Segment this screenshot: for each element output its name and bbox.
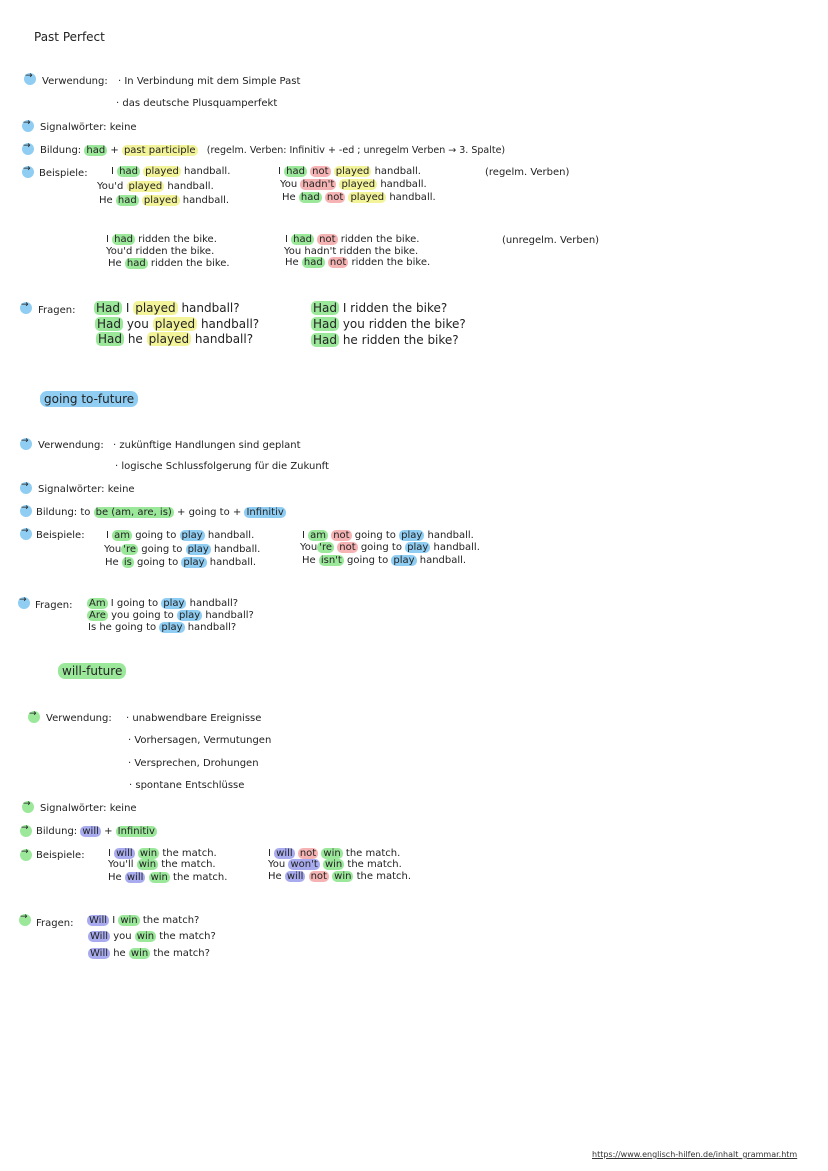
pp-q-5: Had you ridden the bike? xyxy=(313,317,466,331)
arrow-icon xyxy=(28,711,40,723)
arrow-icon xyxy=(22,166,34,178)
pp-irr-1: I had ridden the bike. xyxy=(106,234,217,245)
pp-q-2: Had you played handball? xyxy=(97,317,260,331)
arrow-icon xyxy=(20,825,32,837)
wf-beispiele-label: Beispiele: xyxy=(36,850,85,861)
pp-irreg-note: (unregelm. Verben) xyxy=(502,235,600,246)
arrow-icon xyxy=(20,482,32,494)
pp-ex-2: You'd played handball. xyxy=(97,181,214,192)
wf-q-3: Will he win the match? xyxy=(90,948,210,959)
wf-bildung: Bildung: will + Infinitiv xyxy=(36,826,155,837)
pp-verwendung-label: Verwendung: xyxy=(42,76,108,87)
pp-ex-3: He had played handball. xyxy=(99,195,230,206)
pp-neg-2: You hadn't played handball. xyxy=(280,179,427,190)
gt-verwendung-label: Verwendung: xyxy=(38,440,104,451)
gt-neg-2: You 're not going to play handball. xyxy=(300,542,480,553)
pp-irr-neg-3: He had not ridden the bike. xyxy=(285,257,431,268)
wf-ex-2: You'll win the match. xyxy=(108,859,216,870)
gt-ex-2: You 're going to play handball. xyxy=(104,544,261,555)
pp-ex-1: I had played handball. xyxy=(111,166,231,177)
pp-neg-3: He had not played handball. xyxy=(282,192,436,203)
arrow-icon xyxy=(20,849,32,861)
pp-irr-3: He had ridden the bike. xyxy=(108,258,230,269)
wf-verwendung-2: · Vorhersagen, Vermutungen xyxy=(128,735,272,746)
will-future-title: will-future xyxy=(58,663,126,679)
pp-signal: Signalwörter: keine xyxy=(40,122,137,133)
pp-neg-1: I had not played handball. xyxy=(278,166,421,177)
pp-irr-neg-1: I had not ridden the bike. xyxy=(285,234,420,245)
gt-ex-3: He is going to play handball. xyxy=(105,557,257,568)
pp-q-1: Had I played handball? xyxy=(96,301,240,315)
going-to-title: going to-future xyxy=(40,391,138,407)
gt-verwendung-1: · zukünftige Handlungen sind geplant xyxy=(113,440,301,451)
arrow-icon xyxy=(22,120,34,132)
gt-neg-1: I am not going to play handball. xyxy=(302,530,474,541)
wf-verwendung-label: Verwendung: xyxy=(46,713,112,724)
pp-reg-note: (regelm. Verben) xyxy=(485,167,570,178)
gt-bildung: Bildung: to be (am, are, is) + going to + Infinitiv xyxy=(36,507,284,518)
pp-irr-2: You'd ridden the bike. xyxy=(106,246,215,257)
wf-verwendung-3: · Versprechen, Drohungen xyxy=(128,758,259,769)
arrow-icon xyxy=(20,302,32,314)
gt-fragen-label: Fragen: xyxy=(35,600,73,611)
gt-q-2: Are you going to play handball? xyxy=(89,610,254,621)
arrow-icon xyxy=(20,438,32,450)
wf-verwendung-4: · spontane Entschlüsse xyxy=(129,780,245,791)
pp-fragen-label: Fragen: xyxy=(38,305,76,316)
pp-q-3: Had he played handball? xyxy=(98,332,254,346)
gt-q-3: Is he going to play handball? xyxy=(88,622,237,633)
wf-q-2: Will you win the match? xyxy=(90,931,216,942)
wf-fragen-label: Fragen: xyxy=(36,918,74,929)
arrow-icon xyxy=(18,597,30,609)
arrow-icon xyxy=(22,143,34,155)
gt-signal: Signalwörter: keine xyxy=(38,484,135,495)
gt-verwendung-2: · logische Schlussfolgerung für die Zukunft xyxy=(115,461,329,472)
source-link[interactable]: https://www.englisch-hilfen.de/inhalt_grammar.htm xyxy=(592,1150,798,1159)
gt-beispiele-label: Beispiele: xyxy=(36,530,85,541)
wf-verwendung-1: · unabwendbare Ereignisse xyxy=(126,713,262,724)
pp-q-6: Had he ridden the bike? xyxy=(313,333,459,347)
wf-neg-1: I will not win the match. xyxy=(268,848,401,859)
wf-q-1: Will I win the match? xyxy=(89,915,200,926)
wf-signal: Signalwörter: keine xyxy=(40,803,137,814)
wf-neg-2: You won't win the match. xyxy=(268,859,402,870)
arrow-icon xyxy=(19,914,31,926)
wf-neg-3: He will not win the match. xyxy=(268,871,412,882)
past-perfect-title: Past Perfect xyxy=(34,30,105,44)
arrow-icon xyxy=(20,528,32,540)
pp-verwendung-2: · das deutsche Plusquamperfekt xyxy=(116,98,278,109)
arrow-icon xyxy=(22,801,34,813)
pp-beispiele-label: Beispiele: xyxy=(39,168,88,179)
arrow-icon xyxy=(20,505,32,517)
gt-ex-1: I am going to play handball. xyxy=(106,530,255,541)
wf-ex-3: He will win the match. xyxy=(108,872,228,883)
gt-q-1: Am I going to play handball? xyxy=(89,598,239,609)
pp-irr-neg-2: You hadn't ridden the bike. xyxy=(284,246,419,257)
pp-bildung: Bildung: had + past participle (regelm. Verben: Infinitiv + -ed ; unregelm Verben → 3. Spalte) xyxy=(40,145,506,156)
arrow-icon xyxy=(24,73,36,85)
wf-ex-1: I will win the match. xyxy=(108,848,217,859)
gt-neg-3: He isn't going to play handball. xyxy=(302,555,467,566)
pp-q-4: Had I ridden the bike? xyxy=(313,301,448,315)
pp-verwendung-1: · In Verbindung mit dem Simple Past xyxy=(118,76,301,87)
